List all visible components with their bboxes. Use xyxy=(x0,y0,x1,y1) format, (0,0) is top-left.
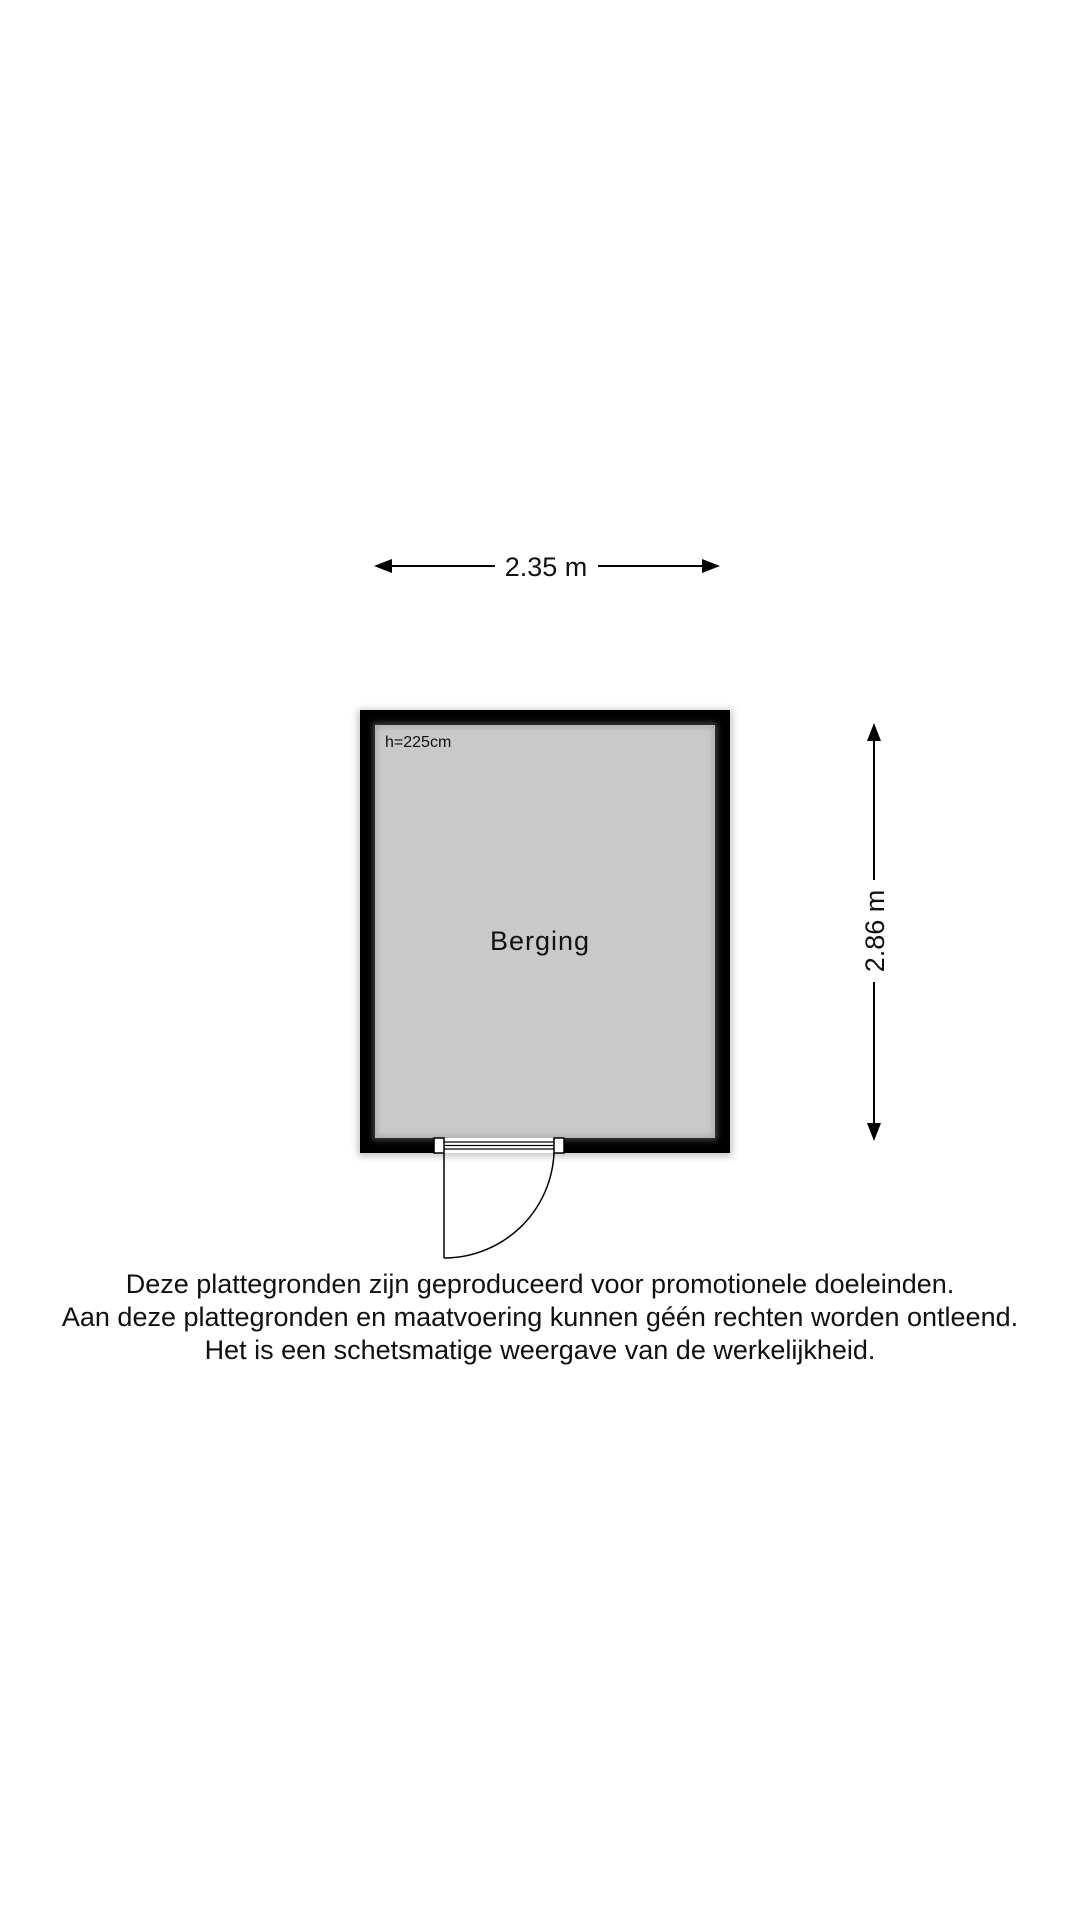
disclaimer-line-3: Het is een schetsmatige weergave van de werkelijkheid. xyxy=(204,1335,876,1365)
width-dimension xyxy=(374,552,720,582)
door-jamb-left xyxy=(434,1138,444,1153)
arrow-left-icon xyxy=(374,559,392,573)
arrow-up-icon xyxy=(867,723,881,741)
depth-dimension xyxy=(860,723,890,1141)
room-name: Berging xyxy=(489,926,591,956)
door-swing-arc xyxy=(444,1153,554,1258)
depth-label: 2.86 m xyxy=(860,889,890,973)
disclaimer-line-2: Aan deze plattegronden en maatvoering kunnen géén rechten worden ontleend. xyxy=(61,1302,1019,1332)
width-label: 2.35 m xyxy=(504,552,588,582)
room-berging xyxy=(358,710,732,1156)
arrow-down-icon xyxy=(867,1123,881,1141)
disclaimer xyxy=(0,1268,1080,1367)
arrow-right-icon xyxy=(702,559,720,573)
door-jamb-right xyxy=(554,1138,564,1153)
disclaimer-line-1: Deze plattegronden zijn geproduceerd voor promotionele doeleinden. xyxy=(125,1269,955,1299)
room-height-label: h=225cm xyxy=(385,734,452,751)
